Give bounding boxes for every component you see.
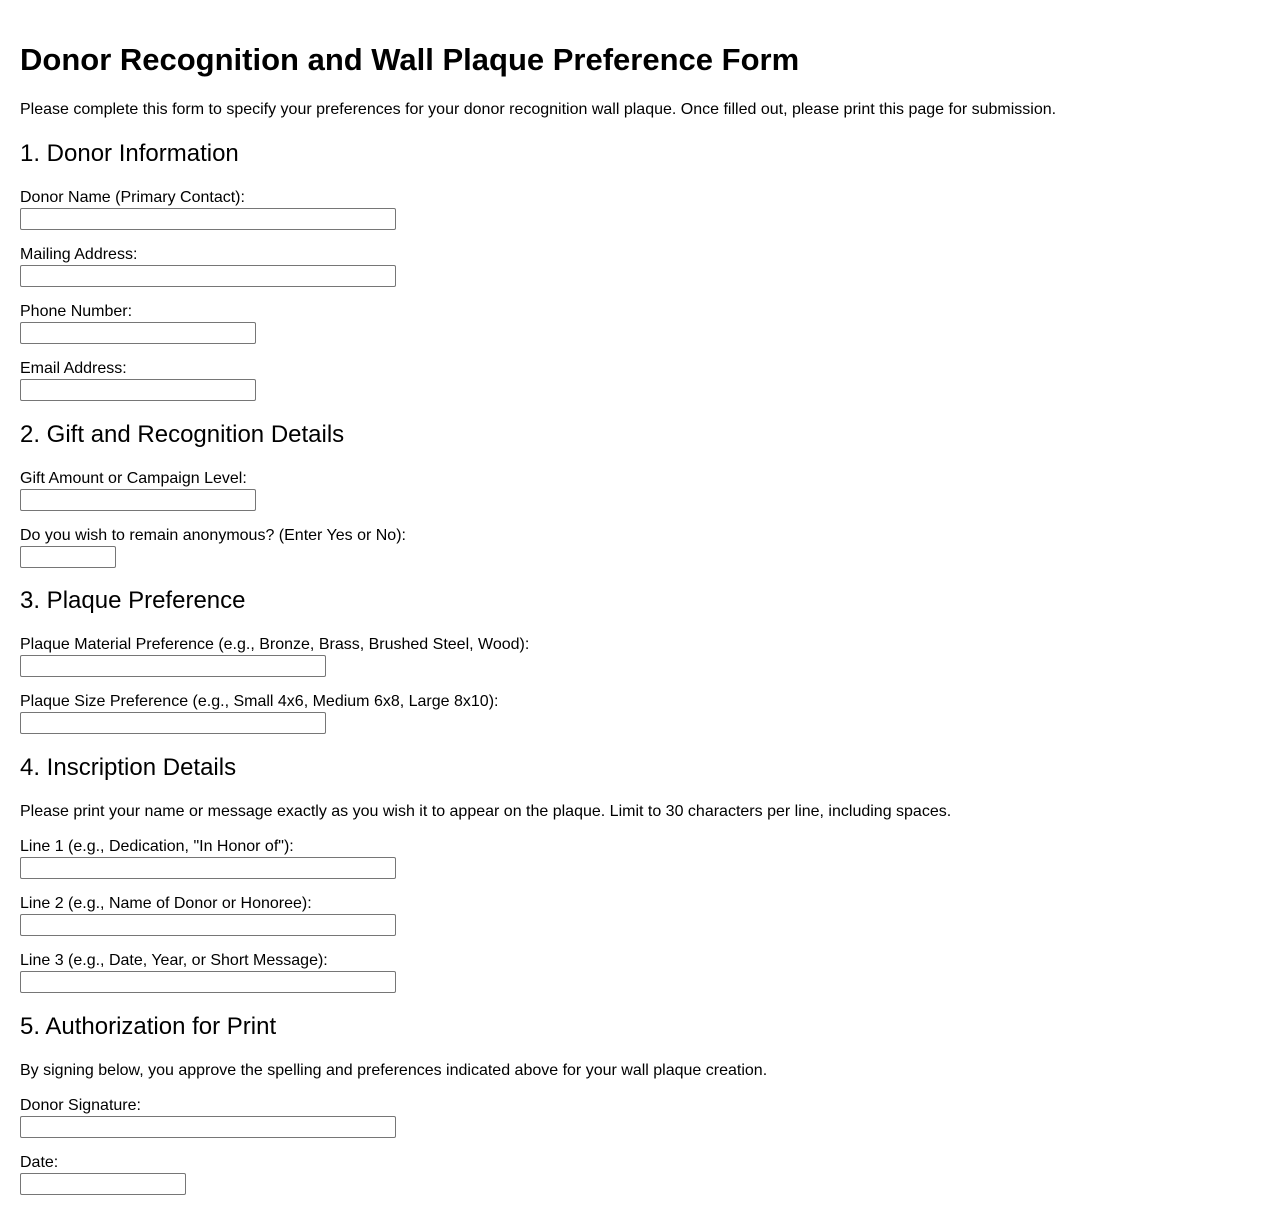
- mailing-address-label: Mailing Address:: [20, 246, 138, 263]
- inscription-line2-input[interactable]: [20, 914, 396, 936]
- email-address-label: Email Address:: [20, 360, 127, 377]
- date-label: Date:: [20, 1154, 59, 1171]
- email-address-input[interactable]: [20, 379, 256, 401]
- plaque-material-label: Plaque Material Preference (e.g., Bronze, Brass, Brushed Steel, Wood):: [20, 636, 530, 653]
- inscription-instructions: Please print your name or message exactly as you wish it to appear on the plaque. Limit to 30 characters per line, including spaces.: [20, 803, 952, 820]
- inscription-line1-input[interactable]: [20, 857, 396, 879]
- section-heading-gift-details: 2. Gift and Recognition Details: [20, 421, 345, 448]
- inscription-line3-input[interactable]: [20, 971, 396, 993]
- phone-number-label: Phone Number:: [20, 303, 133, 320]
- anonymous-input[interactable]: [20, 546, 116, 568]
- section-heading-plaque-preference: 3. Plaque Preference: [20, 587, 246, 614]
- phone-number-input[interactable]: [20, 322, 256, 344]
- plaque-size-input[interactable]: [20, 712, 326, 734]
- plaque-material-input[interactable]: [20, 655, 326, 677]
- gift-amount-input[interactable]: [20, 489, 256, 511]
- intro-text: Please complete this form to specify your preferences for your donor recognition wall plaque. Once filled out, please print this page for submission.: [20, 101, 1057, 118]
- donor-name-input[interactable]: [20, 208, 396, 230]
- section-heading-authorization: 5. Authorization for Print: [20, 1013, 277, 1040]
- donor-signature-input[interactable]: [20, 1116, 396, 1138]
- gift-amount-label: Gift Amount or Campaign Level:: [20, 470, 247, 487]
- mailing-address-input[interactable]: [20, 265, 396, 287]
- section-heading-inscription-details: 4. Inscription Details: [20, 754, 237, 781]
- page-title: Donor Recognition and Wall Plaque Preference Form: [20, 42, 800, 77]
- anonymous-label: Do you wish to remain anonymous? (Enter Yes or No):: [20, 527, 406, 544]
- plaque-size-label: Plaque Size Preference (e.g., Small 4x6, Medium 6x8, Large 8x10):: [20, 693, 499, 710]
- date-input[interactable]: [20, 1173, 186, 1195]
- inscription-line1-label: Line 1 (e.g., Dedication, "In Honor of"):: [20, 838, 294, 855]
- authorization-text: By signing below, you approve the spelling and preferences indicated above for your wall plaque creation.: [20, 1062, 768, 1079]
- donor-signature-label: Donor Signature:: [20, 1097, 141, 1114]
- section-heading-donor-information: 1. Donor Information: [20, 140, 239, 167]
- inscription-line2-label: Line 2 (e.g., Name of Donor or Honoree):: [20, 895, 312, 912]
- donor-name-label: Donor Name (Primary Contact):: [20, 189, 245, 206]
- inscription-line3-label: Line 3 (e.g., Date, Year, or Short Message):: [20, 952, 328, 969]
